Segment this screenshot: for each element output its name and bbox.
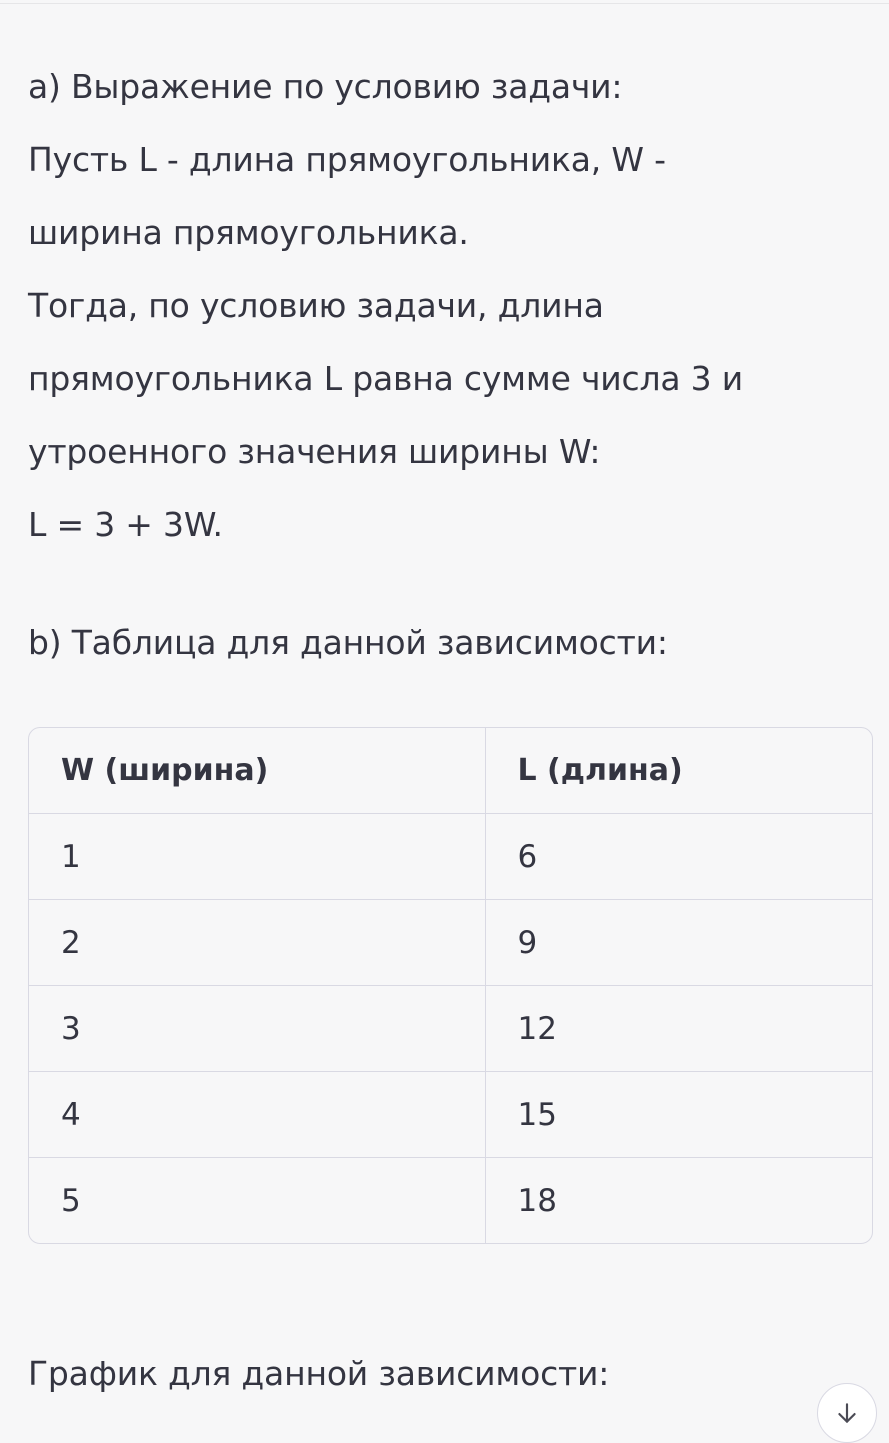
table-row	[29, 1158, 872, 1244]
assistant-message	[28, 50, 873, 1410]
part-b-heading: b) Таблица для данной зависимости:	[28, 623, 668, 662]
table-cell: 2	[29, 900, 485, 986]
part-a-line-1: Пусть L - длина прямоугольника, W -	[28, 140, 666, 179]
table-header-row	[29, 728, 872, 814]
table-cell: 18	[517, 1182, 557, 1219]
table-cell: 15	[485, 1072, 872, 1158]
part-a-line-2: ширина прямоугольника.	[28, 213, 469, 252]
table-cell: 12	[485, 986, 872, 1072]
arrow-down-icon	[834, 1400, 860, 1426]
table-cell: 9	[485, 900, 872, 986]
graph-heading: График для данной зависимости:	[28, 1354, 610, 1393]
top-divider	[0, 3, 889, 4]
table-cell: 5	[29, 1158, 485, 1244]
table-cell: 3	[29, 986, 485, 1072]
table-header-length: L (длина)	[485, 728, 872, 814]
table-row	[29, 814, 872, 900]
table-cell: 1	[29, 814, 485, 900]
table-cell: 4	[29, 1072, 485, 1158]
part-a-line-5: утроенного значения ширины W:	[28, 432, 601, 471]
table-row	[29, 986, 872, 1072]
table-header-width: W (ширина)	[29, 728, 485, 814]
scroll-to-bottom-button[interactable]	[817, 1383, 877, 1443]
part-a-line-4: прямоугольника L равна сумме числа 3 и	[28, 359, 743, 398]
data-table	[28, 727, 873, 1244]
part-a-formula: L = 3 + 3W.	[28, 505, 223, 544]
table-cell: 6	[485, 814, 872, 900]
part-a-heading: a) Выражение по условию задачи:	[28, 67, 623, 106]
table-row	[29, 900, 872, 986]
part-a-line-3: Тогда, по условию задачи, длина	[28, 286, 604, 325]
table-row	[29, 1072, 872, 1158]
